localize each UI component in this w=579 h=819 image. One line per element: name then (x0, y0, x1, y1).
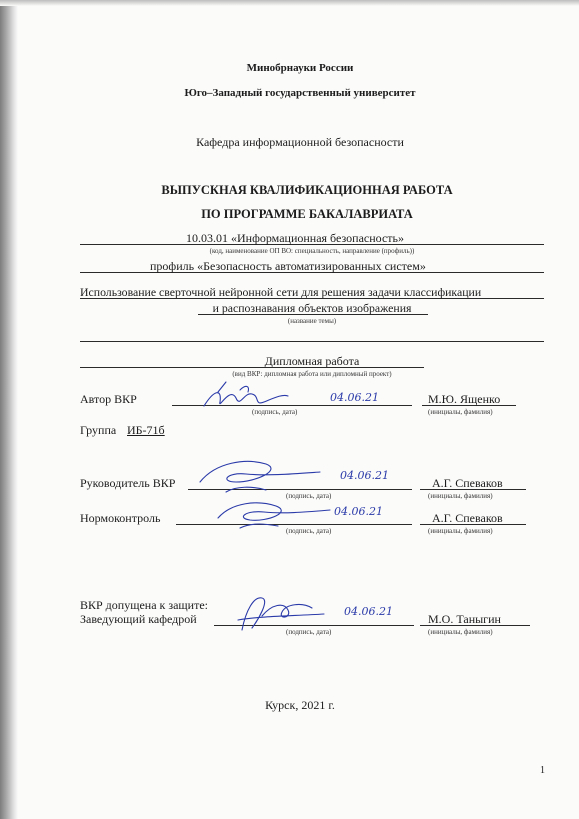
head-sign-caption: (подпись, дата) (286, 628, 332, 636)
work-type: Дипломная работа (264, 354, 360, 368)
supervisor-sign-caption: (подпись, дата) (286, 492, 332, 500)
normcontrol-name-caption: (инициалы, фамилия) (428, 527, 493, 535)
author-sign-caption: (подпись, дата) (252, 408, 298, 416)
normcontrol-name: А.Г. Спеваков (432, 511, 503, 525)
supervisor-date: 04.06.21 (340, 469, 389, 482)
head-signature-icon (232, 590, 332, 638)
scan-shadow-top (0, 0, 579, 6)
normcontrol-sign-caption: (подпись, дата) (286, 527, 332, 535)
city-year: Курск, 2021 г. (265, 698, 335, 712)
title-line-1: ВЫПУСКНАЯ КВАЛИФИКАЦИОННАЯ РАБОТА (161, 183, 453, 197)
topic-blank-line (80, 341, 544, 342)
topic-caption: (название темы) (287, 317, 337, 325)
author-name-caption: (инициалы, фамилия) (428, 408, 493, 416)
university: Юго–Западный государственный университет (184, 87, 416, 99)
admission-label: ВКР допущена к защите: (80, 598, 208, 612)
group-value: ИБ-71б (127, 423, 165, 437)
head-name-caption: (инициалы, фамилия) (428, 628, 493, 636)
program-profile: профиль «Безопасность автоматизированных систем» (150, 259, 426, 273)
group-label: Группа (80, 423, 117, 437)
head-name: М.О. Таныгин (428, 612, 501, 626)
normcontrol-date: 04.06.21 (334, 505, 383, 518)
author-label: Автор ВКР (80, 392, 137, 406)
work-type-caption: (вид ВКР: дипломная работа или дипломный проект) (232, 370, 392, 378)
scan-shadow-left (0, 0, 18, 819)
author-signature-icon (200, 380, 290, 416)
supervisor-name: А.Г. Спеваков (432, 476, 503, 490)
page-number: 1 (540, 765, 545, 776)
work-type-underline (80, 367, 424, 368)
ministry: Минобрнауки России (246, 62, 354, 74)
title-line-2: ПО ПРОГРАММЕ БАКАЛАВРИАТА (201, 207, 413, 221)
author-date: 04.06.21 (330, 391, 379, 404)
topic-line-2: и распознавания объектов изображения (212, 301, 412, 315)
topic-line-1: Использование сверточной нейронной сети для решения задачи классификации (80, 285, 482, 299)
normcontrol-signature-icon (214, 494, 334, 534)
program-code: 10.03.01 «Информационная безопасность» (186, 231, 404, 245)
topic-underline-2 (198, 314, 428, 315)
normcontrol-label: Нормоконтроль (80, 511, 161, 525)
topic-underline-1 (80, 298, 544, 299)
author-name: М.Ю. Ященко (428, 392, 501, 406)
supervisor-name-caption: (инициалы, фамилия) (428, 492, 493, 500)
head-date: 04.06.21 (344, 605, 393, 618)
supervisor-label: Руководитель ВКР (80, 476, 176, 490)
program-code-caption: (код, наименование ОП ВО: специальность, направление (профиль)) (209, 247, 415, 255)
department: Кафедра информационной безопасности (196, 135, 404, 149)
head-label: Заведующий кафедрой (80, 612, 197, 626)
